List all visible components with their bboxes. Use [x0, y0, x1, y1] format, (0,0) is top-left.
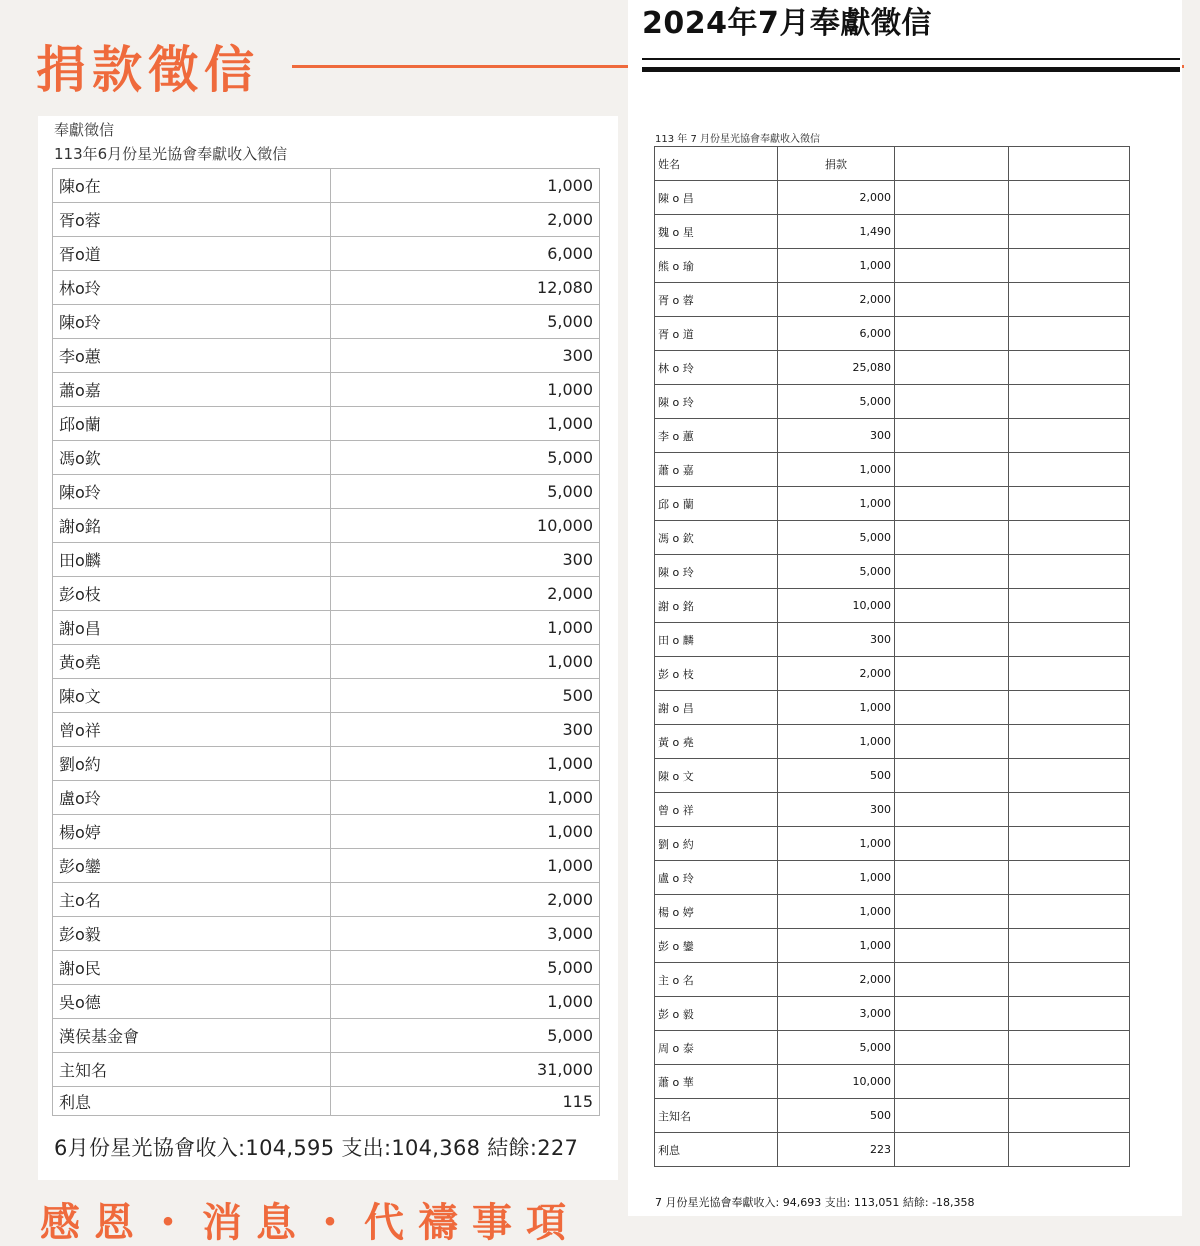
donation-amount: 1,000 — [331, 645, 600, 679]
empty-cell — [1009, 963, 1130, 997]
donation-amount: 300 — [778, 623, 895, 657]
table-row — [53, 305, 600, 339]
donation-amount: 115 — [331, 1087, 600, 1116]
table-row — [53, 1087, 600, 1116]
donor-name: 陳 o 昌 — [655, 181, 778, 215]
empty-cell — [1009, 759, 1130, 793]
donor-name: 邱 o 蘭 — [655, 487, 778, 521]
empty-cell — [895, 623, 1009, 657]
table-row — [655, 793, 1130, 827]
table-row — [655, 1031, 1130, 1065]
empty-cell — [895, 215, 1009, 249]
june-caption: 奉獻徵信 — [54, 121, 115, 139]
empty-cell — [1009, 623, 1130, 657]
donor-name: 楊 o 婷 — [655, 895, 778, 929]
donation-amount: 300 — [778, 793, 895, 827]
donor-name: 胥 o 蓉 — [655, 283, 778, 317]
table-row — [655, 317, 1130, 351]
donation-amount: 2,000 — [778, 657, 895, 691]
empty-cell — [895, 419, 1009, 453]
donation-amount: 2,000 — [331, 883, 600, 917]
table-row — [655, 249, 1130, 283]
donation-amount: 1,000 — [331, 781, 600, 815]
donation-amount: 1,000 — [778, 827, 895, 861]
donor-name: 謝 o 昌 — [655, 691, 778, 725]
empty-cell — [895, 521, 1009, 555]
donation-amount: 300 — [331, 713, 600, 747]
donation-amount: 3,000 — [778, 997, 895, 1031]
table-row — [655, 827, 1130, 861]
donor-name: 主 o 名 — [655, 963, 778, 997]
empty-cell — [895, 861, 1009, 895]
table-row — [655, 1065, 1130, 1099]
empty-cell — [895, 487, 1009, 521]
table-row — [655, 997, 1130, 1031]
donor-name: 彭 o 鑾 — [655, 929, 778, 963]
table-row — [655, 1099, 1130, 1133]
donor-name: 彭o枝 — [53, 577, 331, 611]
table-row — [655, 589, 1130, 623]
donation-amount: 2,000 — [778, 181, 895, 215]
table-row — [53, 373, 600, 407]
empty-cell — [895, 793, 1009, 827]
table-row — [655, 895, 1130, 929]
donor-name: 陳o在 — [53, 169, 331, 203]
donor-name: 馮o欽 — [53, 441, 331, 475]
header-empty-cell — [1009, 147, 1130, 181]
donor-name: 蕭 o 華 — [655, 1065, 778, 1099]
page-title: 捐款徵信 — [36, 41, 260, 99]
donor-name: 蕭o嘉 — [53, 373, 331, 407]
table-row — [655, 555, 1130, 589]
empty-cell — [895, 929, 1009, 963]
table-row — [655, 215, 1130, 249]
table-row — [655, 453, 1130, 487]
table-row — [53, 543, 600, 577]
empty-cell — [895, 453, 1009, 487]
title-rule-thick — [642, 67, 1180, 72]
empty-cell — [1009, 725, 1130, 759]
june-subtitle: 113年6月份星光協會奉獻收入徵信 — [54, 145, 288, 163]
header-empty-cell — [895, 147, 1009, 181]
table-row — [53, 271, 600, 305]
empty-cell — [895, 963, 1009, 997]
header-name: 姓名 — [655, 147, 778, 181]
table-row — [53, 849, 600, 883]
donation-amount: 500 — [331, 679, 600, 713]
donation-amount: 223 — [778, 1133, 895, 1167]
table-row — [53, 1053, 600, 1087]
donor-name: 盧 o 玲 — [655, 861, 778, 895]
donation-amount: 2,000 — [778, 963, 895, 997]
donor-name: 彭 o 枝 — [655, 657, 778, 691]
donation-amount: 3,000 — [331, 917, 600, 951]
empty-cell — [895, 181, 1009, 215]
table-row — [655, 929, 1130, 963]
table-row — [655, 181, 1130, 215]
empty-cell — [895, 725, 1009, 759]
donor-name: 胥 o 道 — [655, 317, 778, 351]
donor-name: 陳o玲 — [53, 305, 331, 339]
table-row — [655, 419, 1130, 453]
donation-amount: 1,000 — [331, 849, 600, 883]
empty-cell — [895, 1099, 1009, 1133]
table-row — [655, 691, 1130, 725]
donation-amount: 5,000 — [778, 385, 895, 419]
donor-name: 林 o 玲 — [655, 351, 778, 385]
empty-cell — [1009, 215, 1130, 249]
empty-cell — [1009, 555, 1130, 589]
empty-cell — [1009, 589, 1130, 623]
table-row — [53, 815, 600, 849]
empty-cell — [1009, 453, 1130, 487]
donation-amount: 1,000 — [778, 249, 895, 283]
empty-cell — [1009, 793, 1130, 827]
table-row — [655, 657, 1130, 691]
donor-name: 盧o玲 — [53, 781, 331, 815]
donor-name: 黃 o 堯 — [655, 725, 778, 759]
donor-name: 陳o文 — [53, 679, 331, 713]
table-row — [53, 407, 600, 441]
table-row — [655, 759, 1130, 793]
donation-amount: 6,000 — [331, 237, 600, 271]
empty-cell — [895, 1133, 1009, 1167]
donor-name: 蕭 o 嘉 — [655, 453, 778, 487]
empty-cell — [1009, 419, 1130, 453]
july-title: 2024年7月奉獻徵信 — [642, 6, 932, 41]
june-summary: 6月份星光協會收入:104,595 支出:104,368 結餘:227 — [54, 1136, 579, 1160]
donation-amount: 10,000 — [331, 509, 600, 543]
donation-amount: 5,000 — [331, 951, 600, 985]
empty-cell — [1009, 249, 1130, 283]
donation-amount: 1,000 — [778, 691, 895, 725]
donation-amount: 25,080 — [778, 351, 895, 385]
donation-amount: 1,000 — [778, 725, 895, 759]
donor-name: 李 o 蕙 — [655, 419, 778, 453]
table-row — [53, 339, 600, 373]
empty-cell — [1009, 997, 1130, 1031]
donation-amount: 1,000 — [778, 861, 895, 895]
table-row — [655, 487, 1130, 521]
donor-name: 林o玲 — [53, 271, 331, 305]
donation-amount: 2,000 — [778, 283, 895, 317]
donation-amount: 1,000 — [331, 815, 600, 849]
table-row — [655, 283, 1130, 317]
empty-cell — [1009, 317, 1130, 351]
donation-amount: 1,000 — [778, 929, 895, 963]
donation-amount: 10,000 — [778, 589, 895, 623]
july-summary: 7 月份星光協會奉獻收入: 94,693 支出: 113,051 結餘: -18,358 — [655, 1196, 975, 1209]
donation-amount: 1,000 — [331, 611, 600, 645]
july-caption: 113 年 7 月份星光協會奉獻收入徵信 — [655, 134, 820, 145]
donor-name: 陳o玲 — [53, 475, 331, 509]
donation-amount: 2,000 — [331, 203, 600, 237]
table-row — [53, 917, 600, 951]
table-row — [53, 951, 600, 985]
donor-name: 田 o 麟 — [655, 623, 778, 657]
table-row — [53, 883, 600, 917]
june-donation-document — [38, 116, 618, 1180]
donor-name: 楊o婷 — [53, 815, 331, 849]
donation-amount: 1,000 — [778, 487, 895, 521]
empty-cell — [895, 385, 1009, 419]
empty-cell — [895, 827, 1009, 861]
donor-name: 魏 o 星 — [655, 215, 778, 249]
july-donation-table — [654, 146, 1130, 1167]
donation-amount: 31,000 — [331, 1053, 600, 1087]
donation-amount: 1,000 — [331, 747, 600, 781]
donor-name: 主知名 — [655, 1099, 778, 1133]
next-section-heading: 感恩・消息・代禱事項 — [40, 1200, 580, 1246]
empty-cell — [1009, 181, 1130, 215]
donation-amount: 5,000 — [331, 305, 600, 339]
donor-name: 劉o約 — [53, 747, 331, 781]
table-row — [655, 623, 1130, 657]
june-donation-table — [52, 168, 600, 1116]
empty-cell — [895, 555, 1009, 589]
table-row — [53, 509, 600, 543]
donor-name: 曾 o 祥 — [655, 793, 778, 827]
table-row — [53, 747, 600, 781]
donor-name: 馮 o 欽 — [655, 521, 778, 555]
table-row — [655, 385, 1130, 419]
empty-cell — [1009, 385, 1130, 419]
donor-name: 曾o祥 — [53, 713, 331, 747]
table-row — [655, 521, 1130, 555]
empty-cell — [895, 1065, 1009, 1099]
donation-amount: 5,000 — [778, 521, 895, 555]
empty-cell — [895, 589, 1009, 623]
table-header-row — [655, 147, 1130, 181]
empty-cell — [1009, 1099, 1130, 1133]
donor-name: 謝o銘 — [53, 509, 331, 543]
donor-name: 胥o道 — [53, 237, 331, 271]
donor-name: 熊 o 瑜 — [655, 249, 778, 283]
table-row — [655, 351, 1130, 385]
donation-amount: 1,000 — [331, 373, 600, 407]
table-row — [53, 985, 600, 1019]
donor-name: 主知名 — [53, 1053, 331, 1087]
empty-cell — [1009, 929, 1130, 963]
table-row — [655, 861, 1130, 895]
donor-name: 彭o鑾 — [53, 849, 331, 883]
empty-cell — [1009, 1031, 1130, 1065]
donor-name: 陳 o 文 — [655, 759, 778, 793]
donor-name: 彭o毅 — [53, 917, 331, 951]
donation-amount: 5,000 — [331, 475, 600, 509]
table-row — [655, 1133, 1130, 1167]
empty-cell — [895, 283, 1009, 317]
empty-cell — [1009, 1065, 1130, 1099]
table-row — [53, 611, 600, 645]
title-rule-thin — [642, 58, 1180, 60]
table-row — [655, 963, 1130, 997]
empty-cell — [1009, 657, 1130, 691]
table-row — [53, 781, 600, 815]
donation-amount: 1,000 — [778, 453, 895, 487]
table-row — [53, 679, 600, 713]
donor-name: 黃o堯 — [53, 645, 331, 679]
donor-name: 利息 — [655, 1133, 778, 1167]
donation-amount: 6,000 — [778, 317, 895, 351]
table-row — [53, 475, 600, 509]
empty-cell — [895, 657, 1009, 691]
donation-amount: 1,000 — [331, 407, 600, 441]
donor-name: 田o麟 — [53, 543, 331, 577]
empty-cell — [1009, 861, 1130, 895]
table-row — [655, 725, 1130, 759]
donor-name: 劉 o 約 — [655, 827, 778, 861]
donor-name: 主o名 — [53, 883, 331, 917]
donor-name: 胥o蓉 — [53, 203, 331, 237]
table-row — [53, 169, 600, 203]
header-amount: 捐款 — [778, 147, 895, 181]
table-row — [53, 577, 600, 611]
empty-cell — [1009, 283, 1130, 317]
empty-cell — [895, 997, 1009, 1031]
empty-cell — [895, 691, 1009, 725]
table-row — [53, 713, 600, 747]
donor-name: 吳o德 — [53, 985, 331, 1019]
donation-amount: 10,000 — [778, 1065, 895, 1099]
donation-amount: 1,000 — [778, 895, 895, 929]
donor-name: 陳 o 玲 — [655, 555, 778, 589]
empty-cell — [895, 351, 1009, 385]
donation-amount: 500 — [778, 759, 895, 793]
empty-cell — [1009, 895, 1130, 929]
donation-amount: 1,000 — [331, 985, 600, 1019]
donation-amount: 12,080 — [331, 271, 600, 305]
empty-cell — [895, 249, 1009, 283]
empty-cell — [1009, 1133, 1130, 1167]
table-row — [53, 645, 600, 679]
table-row — [53, 237, 600, 271]
july-donation-document — [628, 0, 1182, 1216]
donor-name: 利息 — [53, 1087, 331, 1116]
donation-amount: 5,000 — [331, 441, 600, 475]
donation-amount: 2,000 — [331, 577, 600, 611]
empty-cell — [1009, 351, 1130, 385]
table-row — [53, 203, 600, 237]
donor-name: 謝o昌 — [53, 611, 331, 645]
donation-amount: 500 — [778, 1099, 895, 1133]
donor-name: 彭 o 毅 — [655, 997, 778, 1031]
donation-amount: 1,000 — [331, 169, 600, 203]
empty-cell — [895, 895, 1009, 929]
donor-name: 漢侯基金會 — [53, 1019, 331, 1053]
empty-cell — [895, 759, 1009, 793]
empty-cell — [1009, 487, 1130, 521]
table-row — [53, 441, 600, 475]
donor-name: 邱o蘭 — [53, 407, 331, 441]
donation-amount: 300 — [331, 339, 600, 373]
donation-amount: 5,000 — [778, 555, 895, 589]
empty-cell — [1009, 691, 1130, 725]
empty-cell — [895, 1031, 1009, 1065]
donation-amount: 5,000 — [778, 1031, 895, 1065]
donor-name: 周 o 泰 — [655, 1031, 778, 1065]
donor-name: 陳 o 玲 — [655, 385, 778, 419]
empty-cell — [895, 317, 1009, 351]
donation-amount: 5,000 — [331, 1019, 600, 1053]
empty-cell — [1009, 521, 1130, 555]
donor-name: 謝 o 銘 — [655, 589, 778, 623]
empty-cell — [1009, 827, 1130, 861]
donation-amount: 1,490 — [778, 215, 895, 249]
table-row — [53, 1019, 600, 1053]
donor-name: 謝o民 — [53, 951, 331, 985]
donation-amount: 300 — [778, 419, 895, 453]
donation-amount: 300 — [331, 543, 600, 577]
donor-name: 李o蕙 — [53, 339, 331, 373]
